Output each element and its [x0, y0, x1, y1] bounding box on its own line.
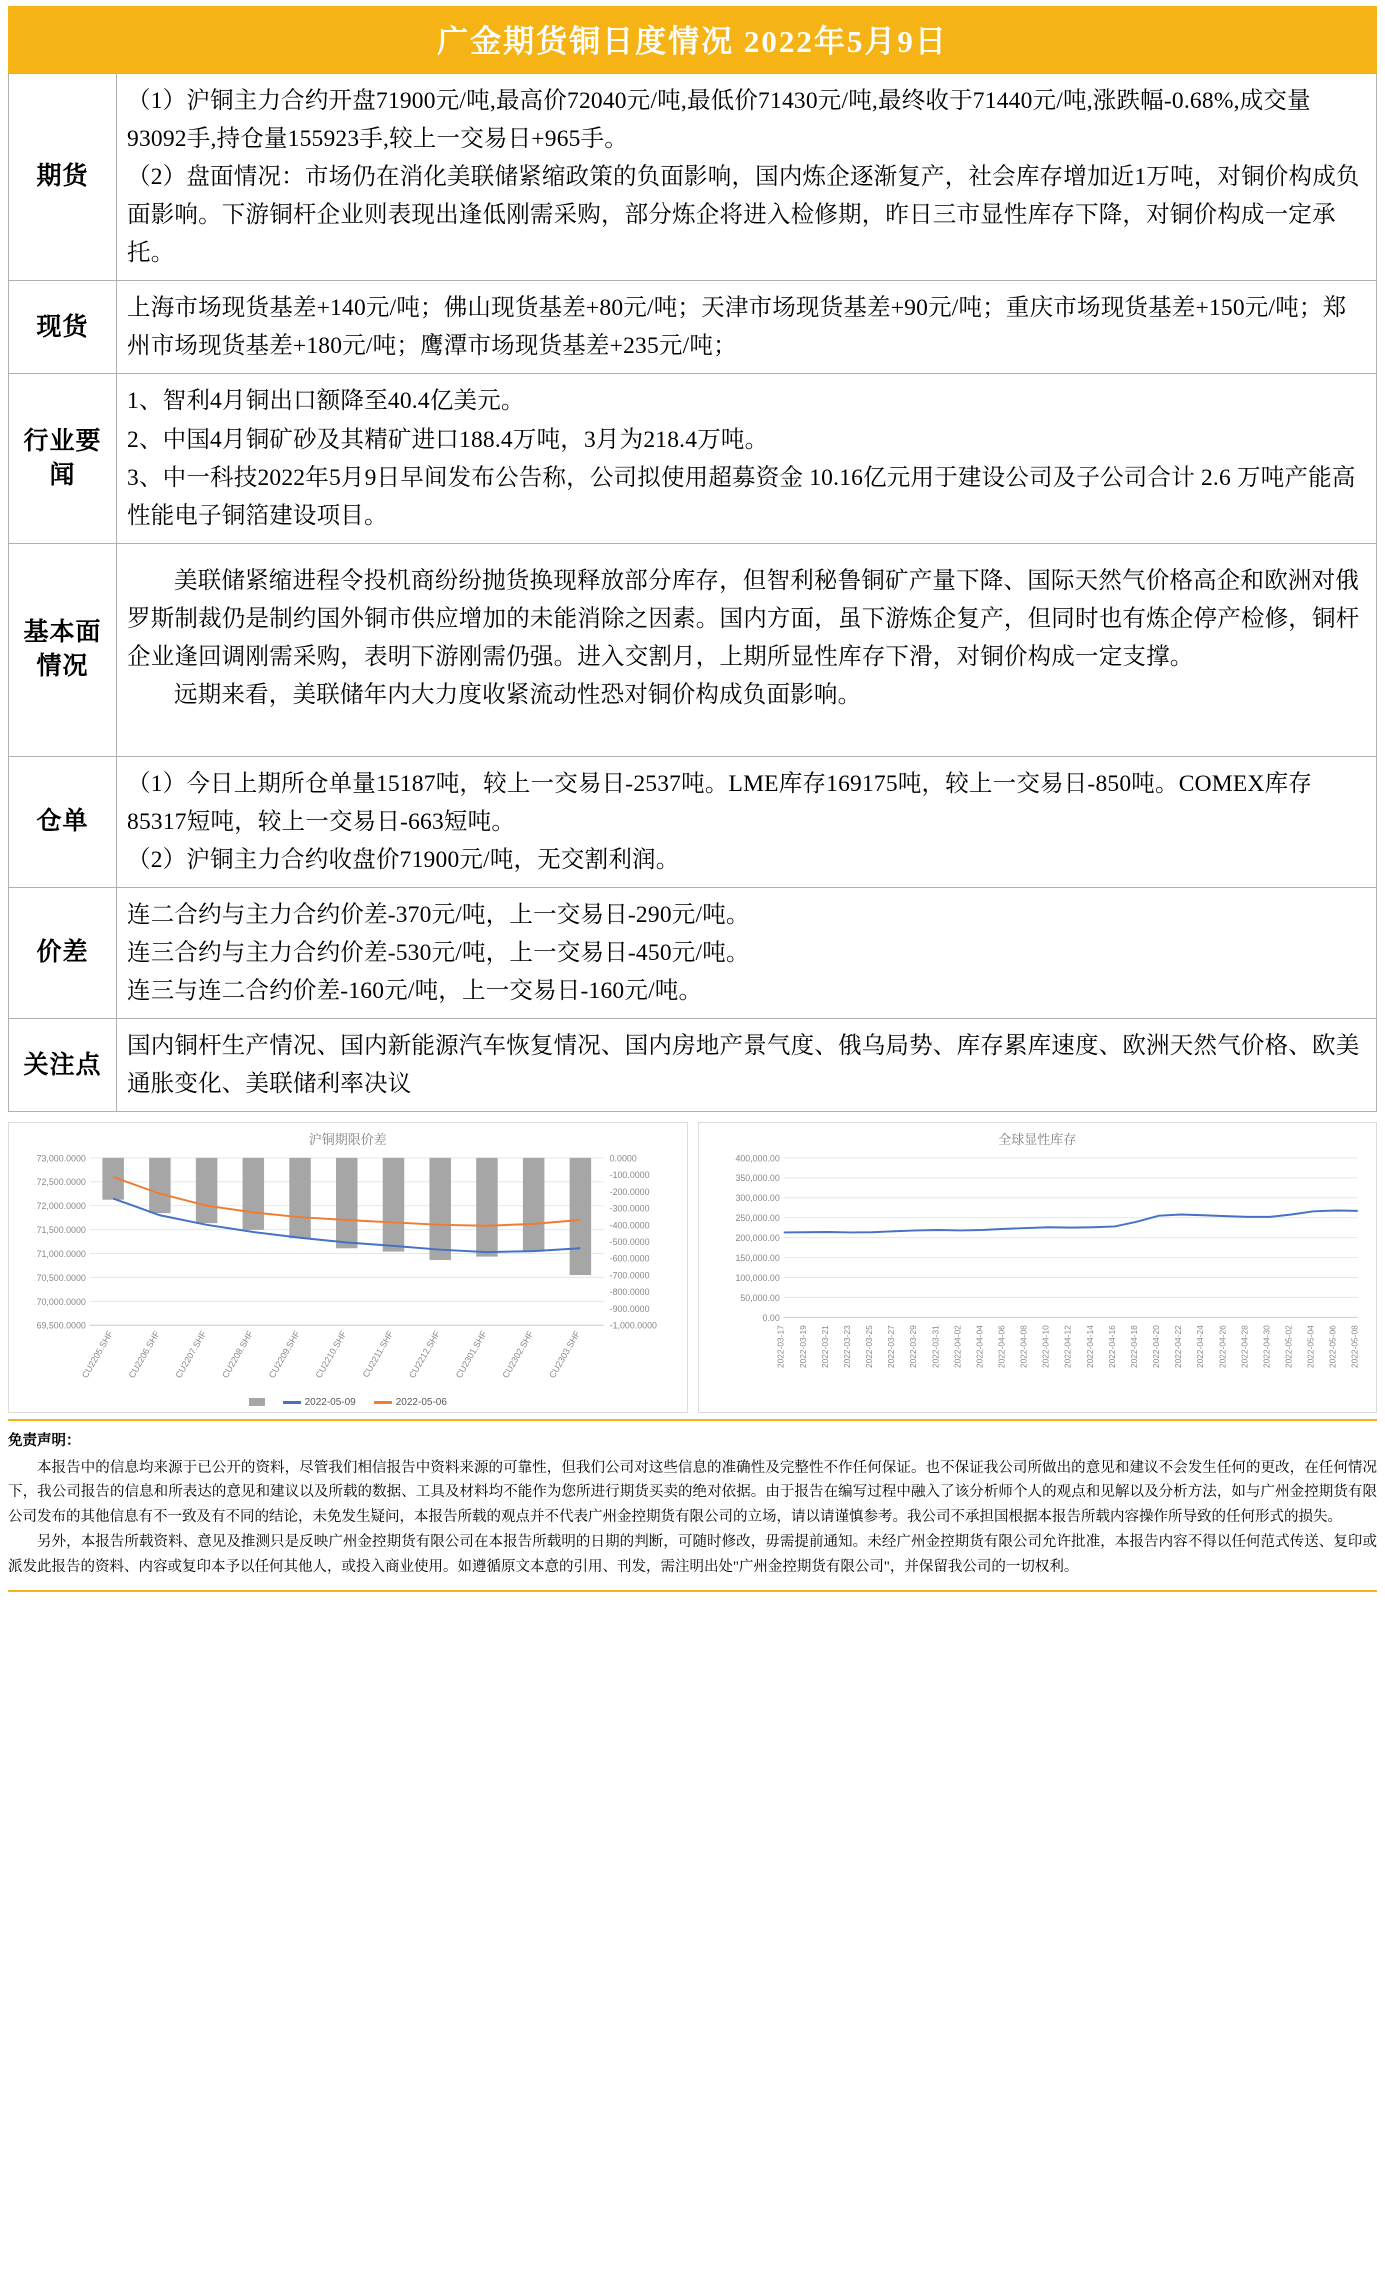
- svg-text:2022-04-10: 2022-04-10: [1040, 1325, 1051, 1369]
- svg-text:0.00: 0.00: [762, 1313, 780, 1324]
- legend-swatch-icon: [249, 1398, 265, 1406]
- row-content-focus: [117, 1019, 1377, 1112]
- paragraph: 远期来看，美联储年内大力度收紧流动性恐对铜价构成负面影响。: [174, 681, 862, 708]
- paragraph: 1、智利4月铜出口额降至40.4亿美元。: [127, 388, 525, 415]
- row-content-spot: [117, 281, 1377, 374]
- row-content-spread: [117, 888, 1377, 1019]
- paragraph: 美联储紧缩进程令投机商纷纷抛货换现释放部分库存，但智利秘鲁铜矿产量下降、国际天然气价格高企和欧洲对俄罗斯制裁仍是制约国外铜市供应增加的未能消除之因素。国内方面，虽下游炼企复产，但同时也有炼企停产检修，铜杆企业逢回调刚需采购，表明下游刚需仍强。进入交割月，上期所显性库存下滑，对铜价构成一定支撑。: [127, 567, 1360, 670]
- svg-text:2022-03-31: 2022-03-31: [929, 1325, 940, 1369]
- svg-text:200,000.00: 200,000.00: [734, 1233, 780, 1244]
- row-label-spot: 现货: [9, 281, 117, 374]
- svg-text:CU2212.SHF: CU2212.SHF: [406, 1329, 442, 1381]
- svg-text:2022-05-06: 2022-05-06: [1327, 1325, 1338, 1369]
- disclaimer-paragraph: 本报告中的信息均来源于已公开的资料，尽管我们相信报告中资料来源的可靠性，但我们公司对这些信息的准确性及完整性不作任何保证。也不保证我公司所做出的意见和建议不会发生任何的更改，在任何情况下，我公司报告的信息和所表达的意见和建议以及所载的数据、工具及材料均不能作为您所进行期货买卖的绝对依据。由于报告在编写过程中融入了该分析师个人的观点和见解以及分析方法，如与广州金控期货有限公司发布的其他信息有不一致及有不同的结论，未免发生疑问，本报告所载的观点并不代表广州金控期货有限公司的立场，请以请谨慎参考。我公司不承担国根据本报告所载内容操作所导致的任何形式的损失。: [8, 1459, 1377, 1526]
- paragraph: 3、中一科技2022年5月9日早间发布公告称，公司拟使用超募资金 10.16亿元用于建设公司及子公司合计 2.6 万吨产能高性能电子铜箔建设项目。: [127, 464, 1356, 529]
- footer-divider: [8, 1590, 1377, 1592]
- svg-text:2022-03-25: 2022-03-25: [863, 1325, 874, 1369]
- svg-text:2022-04-12: 2022-04-12: [1062, 1325, 1073, 1369]
- paragraph: 连三与连二合约价差-160元/吨，上一交易日-160元/吨。: [127, 978, 703, 1005]
- svg-text:-400.0000: -400.0000: [609, 1220, 650, 1231]
- paragraph: 国内铜杆生产情况、国内新能源汽车恢复情况、国内房地产景气度、俄乌局势、库存累库速度、欧洲天然气价格、欧美通胀变化、美联储利率决议: [127, 1033, 1360, 1098]
- table-row: [9, 756, 1377, 887]
- chart-svg-spread: [13, 1150, 683, 1396]
- svg-text:2022-04-04: 2022-04-04: [973, 1325, 984, 1369]
- paragraph: （2）沪铜主力合约收盘价71900元/吨，无交割利润。: [127, 847, 680, 874]
- svg-text:2022-03-23: 2022-03-23: [841, 1325, 852, 1369]
- chart-spread-term-structure: [8, 1122, 688, 1412]
- legend-item-series-1: [283, 1397, 356, 1408]
- svg-text:CU2205.SHF: CU2205.SHF: [79, 1329, 115, 1381]
- svg-text:2022-04-22: 2022-04-22: [1172, 1325, 1183, 1369]
- svg-text:CU2211.SHF: CU2211.SHF: [360, 1329, 396, 1380]
- svg-text:-900.0000: -900.0000: [609, 1304, 650, 1315]
- svg-text:2022-04-26: 2022-04-26: [1216, 1325, 1227, 1369]
- row-content-industry-news: [117, 374, 1377, 543]
- svg-text:CU2301.SHF: CU2301.SHF: [453, 1329, 489, 1381]
- legend-item-bar: [249, 1397, 265, 1408]
- svg-text:CU2210.SHF: CU2210.SHF: [313, 1329, 349, 1381]
- svg-text:2022-03-27: 2022-03-27: [885, 1325, 896, 1369]
- svg-text:CU2206.SHF: CU2206.SHF: [126, 1329, 162, 1381]
- svg-text:-600.0000: -600.0000: [609, 1254, 650, 1265]
- paragraph: （2）盘面情况：市场仍在消化美联储紧缩政策的负面影响，国内炼企逐渐复产，社会库存增加近1万吨，对铜价构成负面影响。下游铜杆企业则表现出逢低刚需采购，部分炼企将进入检修期，昨日三市显性库存下降，对铜价构成一定承托。: [127, 164, 1360, 267]
- svg-text:71,500.0000: 71,500.0000: [36, 1225, 86, 1236]
- row-content-fundamentals: [117, 543, 1377, 756]
- charts-row: [8, 1122, 1377, 1412]
- svg-text:2022-04-28: 2022-04-28: [1238, 1325, 1249, 1369]
- row-label-fundamentals: 基本面情况: [9, 543, 117, 756]
- table-row: [9, 888, 1377, 1019]
- svg-text:72,000.0000: 72,000.0000: [36, 1201, 86, 1212]
- row-content-futures: [117, 74, 1377, 281]
- svg-text:70,500.0000: 70,500.0000: [36, 1273, 86, 1284]
- svg-text:CU2208.SHF: CU2208.SHF: [220, 1329, 256, 1381]
- svg-text:2022-04-08: 2022-04-08: [1018, 1325, 1029, 1369]
- chart-title-spread: 沪铜期限价差: [308, 1132, 387, 1148]
- svg-text:CU2303.SHF: CU2303.SHF: [547, 1329, 583, 1381]
- svg-text:CU2302.SHF: CU2302.SHF: [500, 1329, 536, 1381]
- svg-text:72,500.0000: 72,500.0000: [36, 1177, 86, 1188]
- svg-text:150,000.00: 150,000.00: [734, 1253, 780, 1264]
- row-label-warrants: 仓单: [9, 756, 117, 887]
- svg-text:73,000.0000: 73,000.0000: [36, 1153, 86, 1164]
- svg-text:69,500.0000: 69,500.0000: [36, 1321, 86, 1332]
- svg-text:2022-04-24: 2022-04-24: [1194, 1325, 1205, 1369]
- chart-global-visible-inventory: [698, 1122, 1378, 1412]
- chart-svg-inventory: [703, 1150, 1373, 1396]
- report-header: [8, 6, 1377, 73]
- legend-line-icon: [283, 1401, 301, 1404]
- row-label-focus: 关注点: [9, 1019, 117, 1112]
- row-label-industry-news: 行业要闻: [9, 374, 117, 543]
- row-label-futures: 期货: [9, 74, 117, 281]
- svg-text:2022-04-30: 2022-04-30: [1260, 1325, 1271, 1369]
- svg-text:2022-03-29: 2022-03-29: [907, 1325, 918, 1369]
- svg-text:2022-03-19: 2022-03-19: [797, 1325, 808, 1369]
- svg-text:-700.0000: -700.0000: [609, 1270, 650, 1281]
- svg-text:350,000.00: 350,000.00: [734, 1173, 780, 1184]
- table-row: [9, 543, 1377, 756]
- svg-text:2022-05-08: 2022-05-08: [1349, 1325, 1360, 1369]
- legend-line-icon: [374, 1401, 392, 1404]
- page-title: 广金期货铜日度情况 2022年5月9日: [437, 24, 948, 59]
- row-label-spread: 价差: [9, 888, 117, 1019]
- chart-legend-spread: [13, 1397, 683, 1410]
- svg-text:2022-05-04: 2022-05-04: [1305, 1325, 1316, 1369]
- svg-text:100,000.00: 100,000.00: [734, 1273, 780, 1284]
- svg-text:CU2209.SHF: CU2209.SHF: [266, 1329, 302, 1381]
- svg-text:2022-05-02: 2022-05-02: [1283, 1325, 1294, 1369]
- svg-text:50,000.00: 50,000.00: [739, 1293, 780, 1304]
- svg-text:CU2207.SHF: CU2207.SHF: [173, 1329, 209, 1381]
- report-table: [8, 73, 1377, 1112]
- svg-text:400,000.00: 400,000.00: [734, 1153, 780, 1164]
- table-row: [9, 74, 1377, 281]
- legend-label: 2022-05-06: [395, 1396, 447, 1408]
- svg-text:-300.0000: -300.0000: [609, 1203, 650, 1214]
- svg-text:2022-03-17: 2022-03-17: [775, 1325, 786, 1369]
- paragraph: （1）沪铜主力合约开盘71900元/吨,最高价72040元/吨,最低价71430元/吨,最终收于71440元/吨,涨跌幅-0.68%,成交量93092手,持仓量155923手,较上一交易日+965手。: [127, 88, 1311, 153]
- svg-text:-200.0000: -200.0000: [609, 1187, 650, 1198]
- disclaimer-title: 免责声明：: [8, 1432, 81, 1449]
- svg-text:-100.0000: -100.0000: [609, 1170, 650, 1181]
- svg-text:70,000.0000: 70,000.0000: [36, 1297, 86, 1308]
- legend-item-series-2: [374, 1397, 447, 1408]
- svg-text:250,000.00: 250,000.00: [734, 1213, 780, 1224]
- legend-label: 2022-05-09: [304, 1396, 356, 1408]
- svg-text:2022-04-06: 2022-04-06: [996, 1325, 1007, 1369]
- svg-text:-500.0000: -500.0000: [609, 1237, 650, 1248]
- table-row: [9, 281, 1377, 374]
- row-content-warrants: [117, 756, 1377, 887]
- paragraph: （1）今日上期所仓单量15187吨，较上一交易日-2537吨。LME库存169175吨，较上一交易日-850吨。COMEX库存85317短吨，较上一交易日-663短吨。: [127, 770, 1312, 835]
- disclaimer-paragraph: 另外，本报告所载资料、意见及推测只是反映广州金控期货有限公司在本报告所载明的日期的判断，可随时修改，毋需提前通知。未经广州金控期货有限公司允许批准，本报告内容不得以任何范式传送、复印或派发此报告的资料、内容或复印本予以任何其他人，或投入商业使用。如遵循原文本意的引用、刊发，需注明出处"广州金控期货有限公司"，并保留我公司的一切权利。: [8, 1534, 1377, 1576]
- paragraph: 连二合约与主力合约价差-370元/吨，上一交易日-290元/吨。: [127, 902, 750, 929]
- svg-text:2022-03-21: 2022-03-21: [819, 1325, 830, 1369]
- svg-text:-800.0000: -800.0000: [609, 1287, 650, 1298]
- svg-text:0.0000: 0.0000: [609, 1153, 637, 1164]
- svg-text:-1,000.0000: -1,000.0000: [609, 1321, 657, 1332]
- table-row: [9, 1019, 1377, 1112]
- svg-text:71,000.0000: 71,000.0000: [36, 1249, 86, 1260]
- table-row: [9, 374, 1377, 543]
- paragraph: 2、中国4月铜矿砂及其精矿进口188.4万吨，3月为218.4万吨。: [127, 426, 769, 453]
- chart-title-inventory: 全球显性库存: [998, 1132, 1077, 1148]
- svg-text:2022-04-18: 2022-04-18: [1128, 1325, 1139, 1369]
- svg-text:2022-04-20: 2022-04-20: [1150, 1325, 1161, 1369]
- svg-text:2022-04-02: 2022-04-02: [951, 1325, 962, 1369]
- paragraph: 上海市场现货基差+140元/吨；佛山现货基差+80元/吨；天津市场现货基差+90元/吨；重庆市场现货基差+150元/吨；郑州市场现货基差+180元/吨；鹰潭市场现货基差+235元/吨；: [127, 295, 1347, 360]
- svg-text:300,000.00: 300,000.00: [734, 1193, 780, 1204]
- svg-text:2022-04-14: 2022-04-14: [1084, 1325, 1095, 1369]
- paragraph: 连三合约与主力合约价差-530元/吨，上一交易日-450元/吨。: [127, 940, 750, 967]
- svg-text:2022-04-16: 2022-04-16: [1106, 1325, 1117, 1369]
- disclaimer-section: [8, 1419, 1377, 1581]
